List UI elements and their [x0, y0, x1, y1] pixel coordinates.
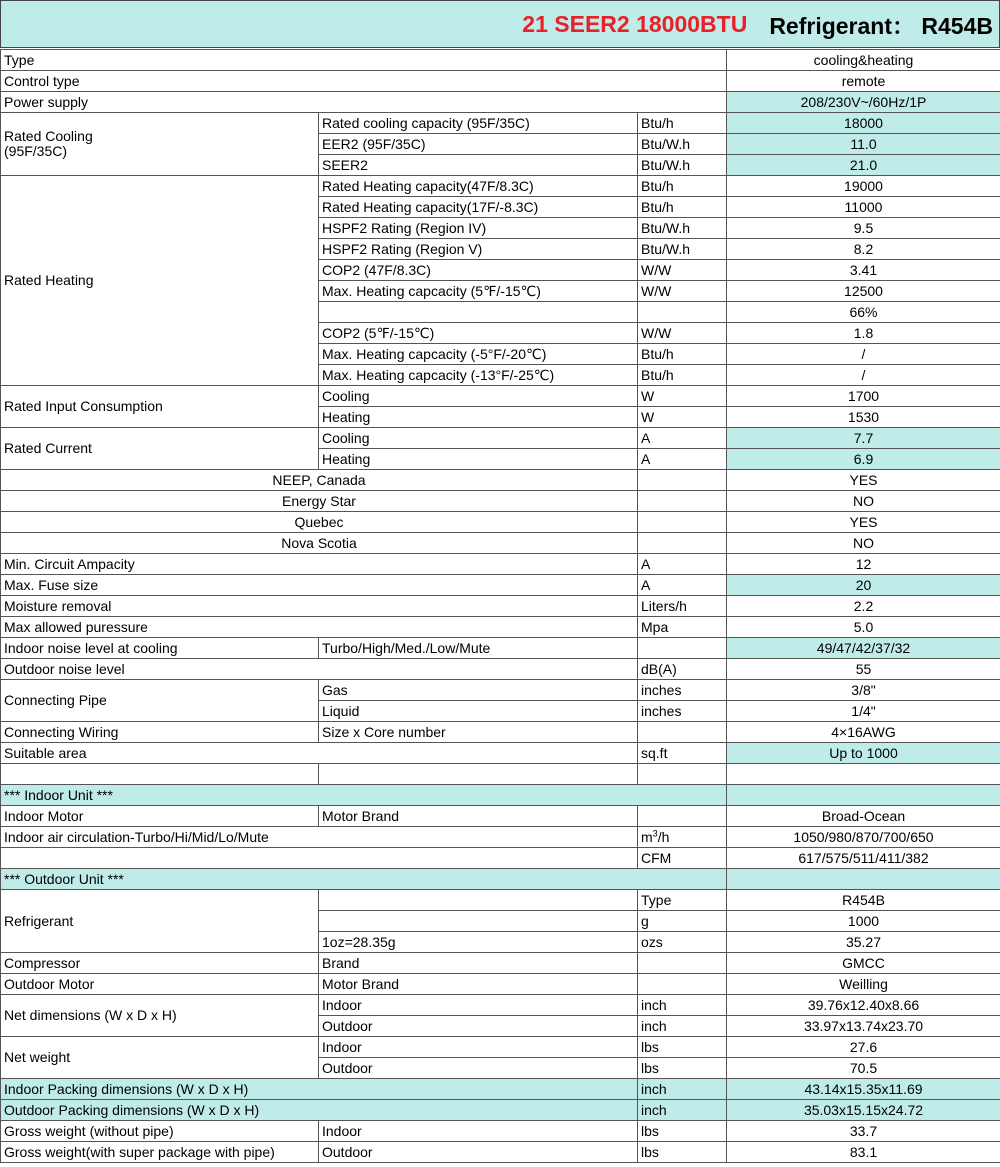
- unit-cell: [638, 533, 727, 554]
- section-row-indoor: [1, 785, 1000, 806]
- row-value: 33.97x13.74x23.70: [727, 1016, 1000, 1037]
- unit-cell: [638, 491, 727, 512]
- row-value: 11000: [727, 197, 1000, 218]
- unit-cell: lbs: [638, 1121, 727, 1142]
- empty-cell: [727, 764, 1000, 785]
- table-row: [1, 533, 1000, 554]
- item-label: Max. Heating capcacity (-13°F/-25℃): [319, 365, 638, 386]
- row-value: 19000: [727, 176, 1000, 197]
- row-value: 1700: [727, 386, 1000, 407]
- item-label: [319, 302, 638, 323]
- row-label: Quebec: [1, 512, 638, 533]
- row-label: Moisture removal: [1, 596, 638, 617]
- row-value: 21.0: [727, 155, 1000, 176]
- row-value: 11.0: [727, 134, 1000, 155]
- unit-cell: [638, 827, 727, 848]
- item-label: [319, 890, 638, 911]
- row-value: /: [727, 344, 1000, 365]
- unit-cell: lbs: [638, 1058, 727, 1079]
- table-row: [1, 617, 1000, 638]
- row-value: 1/4": [727, 701, 1000, 722]
- item-label: HSPF2 Rating (Region IV): [319, 218, 638, 239]
- row-value: 70.5: [727, 1058, 1000, 1079]
- unit-cell: dB(A): [638, 659, 727, 680]
- table-row: [1, 512, 1000, 533]
- unit-cell: [638, 806, 727, 827]
- unit-cell: CFM: [638, 848, 727, 869]
- row-value: 3.41: [727, 260, 1000, 281]
- item-label: Cooling: [319, 386, 638, 407]
- unit-text: m: [641, 828, 653, 845]
- section-row-outdoor: [1, 869, 1000, 890]
- table-row: [1, 71, 1000, 92]
- row-value: 55: [727, 659, 1000, 680]
- row-label: Max allowed puressure: [1, 617, 638, 638]
- unit-cell: Liters/h: [638, 596, 727, 617]
- item-label: Outdoor: [319, 1016, 638, 1037]
- row-value: 18000: [727, 113, 1000, 134]
- row-value: remote: [727, 71, 1000, 92]
- row-value: GMCC: [727, 953, 1000, 974]
- item-label: Liquid: [319, 701, 638, 722]
- row-value: 208/230V~/60Hz/1P: [727, 92, 1000, 113]
- unit-cell: [638, 974, 727, 995]
- item-label: Turbo/High/Med./Low/Mute: [319, 638, 638, 659]
- item-label: Heating: [319, 449, 638, 470]
- table-row: [1, 638, 1000, 659]
- row-label: Gross weight(with super package with pipe): [1, 1142, 319, 1163]
- group-label: Connecting Pipe: [1, 680, 319, 722]
- row-value: Up to 1000: [727, 743, 1000, 764]
- table-row: [1, 827, 1000, 848]
- table-row: [1, 1142, 1000, 1163]
- empty-cell: [1, 848, 638, 869]
- row-value: YES: [727, 512, 1000, 533]
- table-row: [1, 995, 1000, 1016]
- row-value: Broad-Ocean: [727, 806, 1000, 827]
- unit-cell: Type: [638, 890, 727, 911]
- row-label: NEEP, Canada: [1, 470, 638, 491]
- row-value: NO: [727, 491, 1000, 512]
- row-value: R454B: [727, 890, 1000, 911]
- table-row: [1, 953, 1000, 974]
- empty-cell: [727, 869, 1000, 890]
- row-value: cooling&heating: [727, 50, 1000, 71]
- row-label: Min. Circuit Ampacity: [1, 554, 638, 575]
- row-label: Indoor air circulation-Turbo/Hi/Mid/Lo/Mute: [1, 827, 638, 848]
- unit-cell: Btu/h: [638, 344, 727, 365]
- group-label: Rated Input Consumption: [1, 386, 319, 428]
- unit-cell: lbs: [638, 1037, 727, 1058]
- unit-cell: Btu/W.h: [638, 155, 727, 176]
- item-label: Cooling: [319, 428, 638, 449]
- row-value: 7.7: [727, 428, 1000, 449]
- row-value: 9.5: [727, 218, 1000, 239]
- table-row: [1, 1079, 1000, 1100]
- group-label: Rated Current: [1, 428, 319, 470]
- row-value: 3/8": [727, 680, 1000, 701]
- item-label: Motor Brand: [319, 974, 638, 995]
- unit-cell: Btu/h: [638, 197, 727, 218]
- item-label: Rated Heating capacity(17F/-8.3C): [319, 197, 638, 218]
- unit-cell: inch: [638, 1079, 727, 1100]
- row-label: Outdoor noise level: [1, 659, 638, 680]
- row-value: 35.03x15.15x24.72: [727, 1100, 1000, 1121]
- row-value: 39.76x12.40x8.66: [727, 995, 1000, 1016]
- row-value: /: [727, 365, 1000, 386]
- item-label: Max. Heating capcacity (-5°F/-20℃): [319, 344, 638, 365]
- table-row: [1, 764, 1000, 785]
- row-value: 83.1: [727, 1142, 1000, 1163]
- unit-cell: Btu/W.h: [638, 239, 727, 260]
- row-value: Weilling: [727, 974, 1000, 995]
- row-value: 4×16AWG: [727, 722, 1000, 743]
- group-label-text: Rated Cooling (95F/35C): [4, 128, 93, 159]
- row-value: YES: [727, 470, 1000, 491]
- table-row: [1, 848, 1000, 869]
- row-value: 12500: [727, 281, 1000, 302]
- title-refrigerant: Refrigerant： R454B: [769, 12, 993, 39]
- row-label: Suitable area: [1, 743, 638, 764]
- table-row: [1, 680, 1000, 701]
- item-label: Indoor: [319, 1121, 638, 1142]
- unit-cell: W: [638, 407, 727, 428]
- unit-cell: [638, 302, 727, 323]
- unit-cell: [638, 638, 727, 659]
- item-label: Gas: [319, 680, 638, 701]
- unit-cell: inches: [638, 680, 727, 701]
- row-value: 1530: [727, 407, 1000, 428]
- item-label: COP2 (5℉/-15℃): [319, 323, 638, 344]
- table-row: [1, 176, 1000, 197]
- spec-table: [0, 49, 1000, 1163]
- table-row: [1, 1100, 1000, 1121]
- unit-cell: [638, 470, 727, 491]
- group-label: Net weight: [1, 1037, 319, 1079]
- row-value: 20: [727, 575, 1000, 596]
- unit-cell: [638, 512, 727, 533]
- unit-cell: A: [638, 554, 727, 575]
- empty-cell: [727, 785, 1000, 806]
- table-row: [1, 722, 1000, 743]
- unit-cell: [638, 722, 727, 743]
- unit-cell: Btu/W.h: [638, 134, 727, 155]
- row-value: 8.2: [727, 239, 1000, 260]
- table-row: [1, 596, 1000, 617]
- item-label: HSPF2 Rating (Region V): [319, 239, 638, 260]
- table-row: [1, 428, 1000, 449]
- item-label: Outdoor: [319, 1142, 638, 1163]
- spec-title-bar: [0, 0, 1000, 48]
- item-label: Indoor: [319, 995, 638, 1016]
- item-label: Heating: [319, 407, 638, 428]
- group-label: [1, 113, 319, 176]
- item-label: Brand: [319, 953, 638, 974]
- item-label: EER2 (95F/35C): [319, 134, 638, 155]
- row-value: 49/47/42/37/32: [727, 638, 1000, 659]
- row-value: 35.27: [727, 932, 1000, 953]
- row-label: Energy Star: [1, 491, 638, 512]
- unit-cell: A: [638, 449, 727, 470]
- row-value: 43.14x15.35x11.69: [727, 1079, 1000, 1100]
- row-label: Control type: [1, 71, 727, 92]
- unit-cell: lbs: [638, 1142, 727, 1163]
- row-value: 6.9: [727, 449, 1000, 470]
- row-label: Outdoor Motor: [1, 974, 319, 995]
- unit-cell: inch: [638, 995, 727, 1016]
- table-row: [1, 659, 1000, 680]
- table-row: [1, 386, 1000, 407]
- unit-cell: Btu/W.h: [638, 218, 727, 239]
- table-row: [1, 743, 1000, 764]
- unit-cell: [638, 953, 727, 974]
- unit-cell: g: [638, 911, 727, 932]
- table-row: [1, 806, 1000, 827]
- unit-cell: W/W: [638, 260, 727, 281]
- row-value: NO: [727, 533, 1000, 554]
- unit-superscript: 3: [652, 827, 658, 838]
- unit-cell: A: [638, 428, 727, 449]
- item-label: Rated cooling capacity (95F/35C): [319, 113, 638, 134]
- item-label: Size x Core number: [319, 722, 638, 743]
- row-label: Connecting Wiring: [1, 722, 319, 743]
- item-label: COP2 (47F/8.3C): [319, 260, 638, 281]
- row-value: 33.7: [727, 1121, 1000, 1142]
- empty-cell: [638, 764, 727, 785]
- row-value: 1000: [727, 911, 1000, 932]
- row-value: 12: [727, 554, 1000, 575]
- section-label: *** Outdoor Unit ***: [1, 869, 727, 890]
- unit-cell: sq.ft: [638, 743, 727, 764]
- row-value: 5.0: [727, 617, 1000, 638]
- unit-cell: Btu/h: [638, 365, 727, 386]
- empty-cell: [1, 764, 319, 785]
- row-label: Power supply: [1, 92, 727, 113]
- row-value: 2.2: [727, 596, 1000, 617]
- table-row: [1, 554, 1000, 575]
- item-label: Indoor: [319, 1037, 638, 1058]
- row-label: Gross weight (without pipe): [1, 1121, 319, 1142]
- row-value: 27.6: [727, 1037, 1000, 1058]
- row-label: Nova Scotia: [1, 533, 638, 554]
- table-row: [1, 92, 1000, 113]
- unit-cell: inch: [638, 1016, 727, 1037]
- empty-cell: [319, 764, 638, 785]
- row-label: Outdoor Packing dimensions (W x D x H): [1, 1100, 638, 1121]
- unit-cell: inch: [638, 1100, 727, 1121]
- title-model: 21 SEER2 18000BTU: [522, 10, 748, 37]
- unit-cell: A: [638, 575, 727, 596]
- unit-cell: W/W: [638, 281, 727, 302]
- unit-text: /h: [657, 828, 670, 845]
- row-value: 617/575/511/411/382: [727, 848, 1000, 869]
- row-label: Max. Fuse size: [1, 575, 638, 596]
- table-row: [1, 470, 1000, 491]
- item-label: Outdoor: [319, 1058, 638, 1079]
- table-row: [1, 50, 1000, 71]
- row-value: 66%: [727, 302, 1000, 323]
- row-label: Indoor Motor: [1, 806, 319, 827]
- unit-cell: W/W: [638, 323, 727, 344]
- table-row: [1, 974, 1000, 995]
- group-label: Net dimensions (W x D x H): [1, 995, 319, 1037]
- item-label: SEER2: [319, 155, 638, 176]
- item-label: Motor Brand: [319, 806, 638, 827]
- row-label: Indoor Packing dimensions (W x D x H): [1, 1079, 638, 1100]
- row-label: Indoor noise level at cooling: [1, 638, 319, 659]
- table-row: [1, 1121, 1000, 1142]
- item-label: 1oz=28.35g: [319, 932, 638, 953]
- row-label: Compressor: [1, 953, 319, 974]
- item-label: [319, 911, 638, 932]
- table-row: [1, 890, 1000, 911]
- item-label: Max. Heating capcacity (5℉/-15℃): [319, 281, 638, 302]
- table-row: [1, 491, 1000, 512]
- unit-cell: W: [638, 386, 727, 407]
- group-label: Refrigerant: [1, 890, 319, 953]
- row-value: 1.8: [727, 323, 1000, 344]
- item-label: Rated Heating capacity(47F/8.3C): [319, 176, 638, 197]
- unit-cell: Btu/h: [638, 176, 727, 197]
- unit-cell: inches: [638, 701, 727, 722]
- unit-cell: Mpa: [638, 617, 727, 638]
- unit-cell: Btu/h: [638, 113, 727, 134]
- section-label: *** Indoor Unit ***: [1, 785, 727, 806]
- table-row: [1, 113, 1000, 134]
- row-label: Type: [1, 50, 727, 71]
- group-label: Rated Heating: [1, 176, 319, 386]
- table-row: [1, 575, 1000, 596]
- unit-cell: ozs: [638, 932, 727, 953]
- table-row: [1, 1037, 1000, 1058]
- row-value: 1050/980/870/700/650: [727, 827, 1000, 848]
